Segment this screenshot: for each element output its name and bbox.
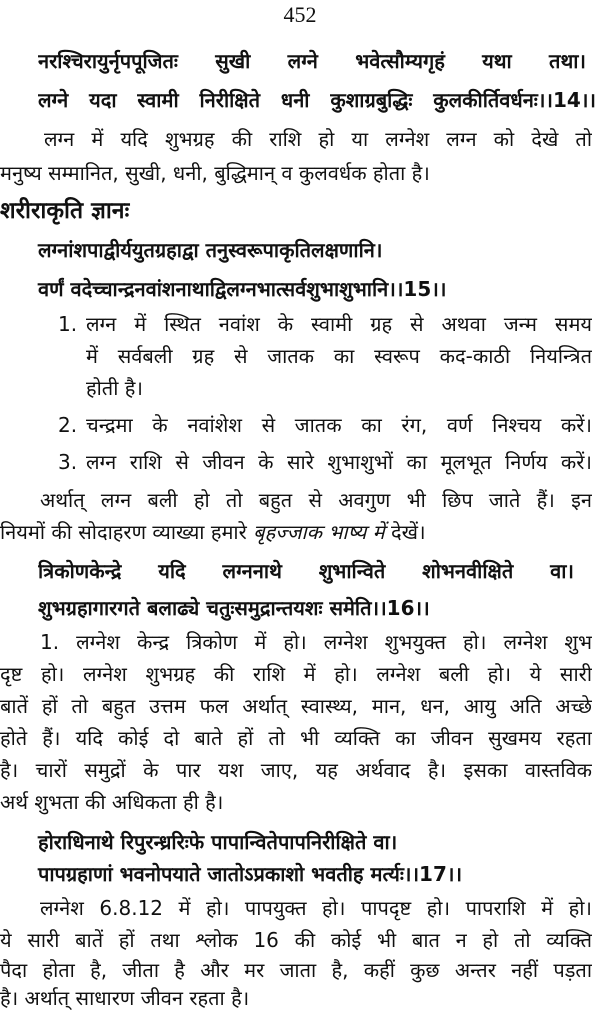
page-number: 452 (283, 2, 317, 27)
list-number: 2. (58, 413, 78, 437)
list-number: 3. (58, 450, 78, 474)
paragraph-line: है। चारों समुद्रों के पार यश जाए, यह अर्थवाद है। इसका वास्तविक (0, 758, 592, 782)
paragraph-line: मनुष्य सम्मानित, सुखी, धनी, बुद्धिमान् व कुलवर्धक होता है। (0, 161, 430, 185)
paragraph-line: अर्थ शुभता की अधिकता ही है। (0, 790, 224, 814)
verse-14-line-1: नरश्चिरायुर्नृपपूजितः सुखी लग्ने भवेत्सौम्यगृहं यथा तथा। (38, 49, 586, 73)
verse-15-line-1: लग्नांशपाद्वीर्ययुतग्रहाद्वा तनुस्वरूपाकृतिलक्षणानि। (38, 238, 383, 262)
paragraph-line: अर्थात् लग्न बली हो तो बहुत से अवगुण भी छिप जाते हैं। इन (40, 488, 592, 512)
list-item-line: लग्न में स्थित नवांश के स्वामी ग्रह से अथवा जन्म समय (86, 312, 592, 336)
book-title: बृहज्जाक भाष्य में (253, 520, 385, 544)
list-item-line: होती है। (86, 376, 143, 400)
section-heading: शरीराकृति ज्ञानः (0, 198, 130, 224)
list-number: 1. (58, 312, 78, 336)
paragraph-line: लग्नेश 6.8.12 में हो। पापयुक्त हो। पापदृष्ट हो। पापराशि में हो। (40, 896, 592, 920)
verse-14-line-2: लग्ने यदा स्वामी निरीक्षिते धनी कुशाग्रबुद्धिः कुलकीर्तिवर्धनः।।14।। (38, 88, 596, 112)
verse-16-line-2: शुभग्रहागारगते बलाढ्ये चतुःसमुद्रान्तयशः समेति।।16।। (38, 596, 430, 620)
list-item-line: में सर्वबली ग्रह से जातक का स्वरूप कद-काठी नियन्त्रित (86, 344, 592, 368)
verse-17-line-2: पापग्रहाणां भवनोपयाते जातोऽप्रकाशो भवतीह मर्त्यः।।17।। (38, 862, 463, 886)
text: नियमों की सोदाहरण व्याख्या हमारे (0, 520, 254, 544)
list-item-line: चन्द्रमा के नवांशेश से जातक का रंग, वर्ण निश्चय करें। (86, 413, 592, 437)
paragraph-line: ये सारी बातें हों तथा श्लोक 16 की कोई भी बात न हो तो व्यक्ति (0, 928, 592, 952)
list-item-line: लग्न राशि से जीवन के सारे शुभाशुभों का मूलभूत निर्णय करें। (86, 450, 592, 474)
paragraph-line: होते हैं। यदि कोई दो बाते हों तो भी व्यक्ति का जीवन सुखमय रहता (0, 726, 592, 750)
paragraph-line (0, 518, 426, 546)
verse-17-line-1: होराधिनाथे रिपुरन्ध्ररिःफे पापान्वितेपापनिरीक्षिते वा। (38, 830, 398, 854)
paragraph-line: दृष्ट हो। लग्नेश शुभग्रह की राशि में हो। लग्नेश बली हो। ये सारी (0, 662, 592, 686)
paragraph-line: है। अर्थात् साधारण जीवन रहता है। (0, 986, 250, 1010)
text: देखें। (384, 520, 426, 544)
paragraph-line: पैदा होता है, जीता है और मर जाता है, कहीं कुछ अन्तर नहीं पड़ता (0, 958, 592, 982)
verse-16-line-1: त्रिकोणकेन्द्रे यदि लग्ननाथे शुभान्विते शोभनवीक्षिते वा। (38, 559, 574, 583)
paragraph-line: 1. लग्नेश केन्द्र त्रिकोण में हो। लग्नेश शुभयुक्त हो। लग्नेश शुभ (40, 630, 592, 654)
paragraph-line: बातें हों तो बहुत उत्तम फल अर्थात् स्वास्थ्य, मान, धन, आयु अति अच्छे (0, 694, 592, 718)
paragraph-line: लग्न में यदि शुभग्रह की राशि हो या लग्नेश लग्न को देखे तो (44, 127, 592, 151)
verse-15-line-2: वर्णं वदेच्चान्द्रनवांशनाथाद्विलग्नभात्सर्वशुभाशुभानि।।15।। (38, 277, 447, 301)
